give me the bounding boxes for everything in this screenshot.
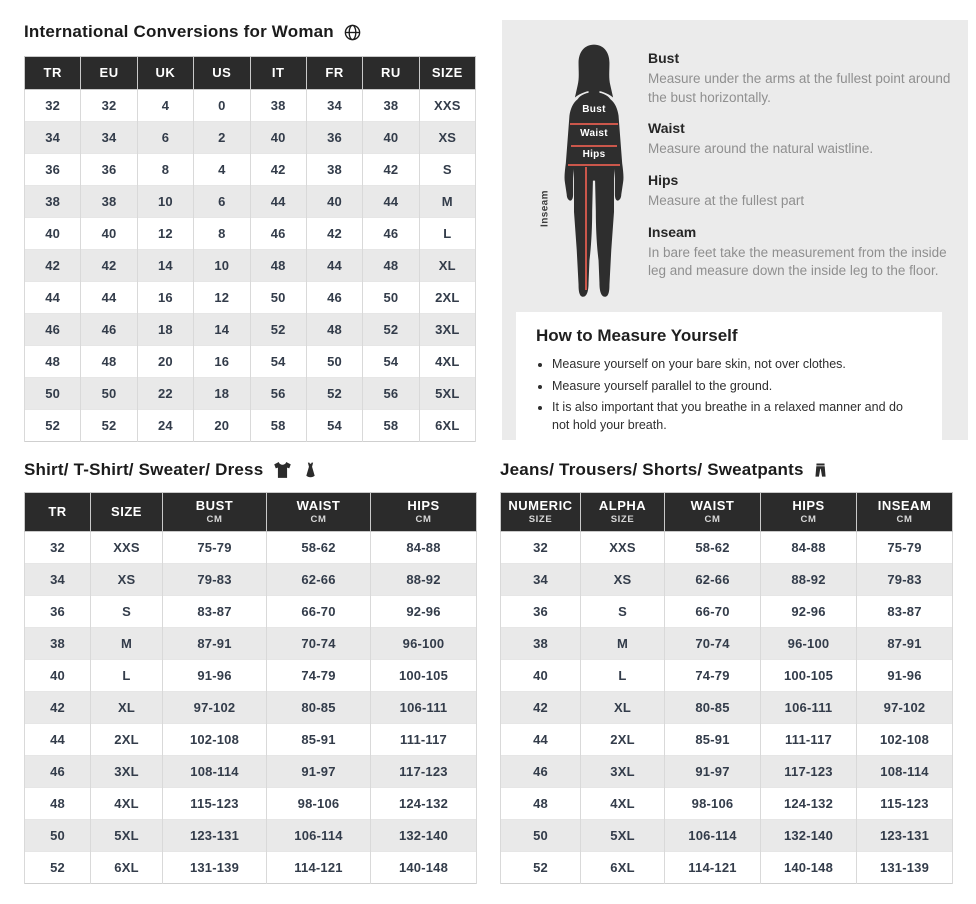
international-conversions-title (24, 22, 362, 42)
how-to-bullet: • Measure yourself on your bare skin, not over clothes. (552, 356, 922, 374)
table-cell: 97-102 (857, 692, 953, 724)
column-header: HIPS CM (761, 493, 857, 532)
table-cell: XS (581, 564, 665, 596)
table-cell: 91-97 (267, 756, 371, 788)
table-cell: 4XL (419, 346, 475, 378)
table-cell: 106-114 (665, 820, 761, 852)
table-cell: 50 (363, 282, 419, 314)
table-cell: L (91, 660, 163, 692)
table-row (501, 564, 953, 596)
column-header: WAIST CM (665, 493, 761, 532)
table-cell: 38 (81, 186, 137, 218)
table-cell: 40 (81, 218, 137, 250)
column-header: RU (363, 57, 419, 90)
table-row (501, 820, 953, 852)
table-row (25, 628, 477, 660)
table-cell: 123-131 (857, 820, 953, 852)
table-cell: 111-117 (761, 724, 857, 756)
table-cell: 46 (25, 756, 91, 788)
table-cell: 54 (306, 410, 362, 442)
table-cell: 38 (25, 628, 91, 660)
body-measurement-figure (539, 42, 644, 302)
table-cell: 6XL (91, 852, 163, 884)
table-cell: 2XL (91, 724, 163, 756)
table-cell: 52 (81, 410, 137, 442)
figure-waist-label: Waist (580, 127, 608, 139)
table-cell: M (91, 628, 163, 660)
table-cell: 32 (25, 90, 81, 122)
table-cell: 42 (363, 154, 419, 186)
table-row (501, 852, 953, 884)
table-cell: 50 (306, 346, 362, 378)
table-cell: 48 (306, 314, 362, 346)
table-cell: 4XL (581, 788, 665, 820)
table-cell: L (419, 218, 475, 250)
table-cell: 3XL (91, 756, 163, 788)
table-cell: 14 (137, 250, 193, 282)
column-header: UK (137, 57, 193, 90)
table-cell: 97-102 (163, 692, 267, 724)
column-header: WAIST CM (267, 493, 371, 532)
column-header: SIZE (91, 493, 163, 532)
table-cell: 4 (194, 154, 250, 186)
table-cell: 98-106 (267, 788, 371, 820)
measurement-instructions (648, 50, 958, 294)
table-cell: 34 (25, 122, 81, 154)
table-header-row (501, 493, 953, 532)
table-cell: 96-100 (761, 628, 857, 660)
table-row (501, 596, 953, 628)
woman-silhouette-icon (544, 42, 644, 302)
table-cell: 84-88 (371, 532, 477, 564)
table-cell: 75-79 (163, 532, 267, 564)
how-to-measure-panel (502, 20, 968, 440)
table-cell: 102-108 (857, 724, 953, 756)
table-cell: 42 (25, 250, 81, 282)
table-cell: 123-131 (163, 820, 267, 852)
table-cell: 36 (25, 154, 81, 186)
table-cell: 131-139 (163, 852, 267, 884)
table-cell: 106-114 (267, 820, 371, 852)
bust-instruction-desc: Measure under the arms at the fullest point around the bust horizontally. (648, 71, 951, 105)
table-cell: 132-140 (371, 820, 477, 852)
bottoms-size-table (500, 492, 953, 884)
inseam-instruction-desc: In bare feet take the measurement from the inside leg and measure down the inside leg to the floor. (648, 244, 947, 279)
table-cell: 79-83 (163, 564, 267, 596)
table-cell: 34 (25, 564, 91, 596)
table-cell: 91-97 (665, 756, 761, 788)
table-cell: 46 (501, 756, 581, 788)
table-cell: 38 (250, 90, 306, 122)
bust-instruction-title: Bust (648, 50, 680, 66)
table-cell: 46 (25, 314, 81, 346)
column-header: TR (25, 493, 91, 532)
table-cell: 48 (501, 788, 581, 820)
table-cell: 52 (25, 410, 81, 442)
table-row (25, 154, 476, 186)
bust-measure-line (570, 123, 618, 125)
table-cell: 48 (25, 346, 81, 378)
table-cell: 4XL (91, 788, 163, 820)
waist-instruction (648, 120, 958, 159)
table-row (25, 724, 477, 756)
how-to-measure-title: How to Measure Yourself (536, 326, 738, 345)
table-cell: 74-79 (267, 660, 371, 692)
table-cell: 91-96 (163, 660, 267, 692)
table-cell: 87-91 (857, 628, 953, 660)
table-cell: 34 (501, 564, 581, 596)
table-cell: 80-85 (267, 692, 371, 724)
table-row (25, 282, 476, 314)
table-cell: 32 (501, 532, 581, 564)
table-cell: 42 (81, 250, 137, 282)
column-header: FR (306, 57, 362, 90)
table-cell: 88-92 (371, 564, 477, 596)
table-cell: 87-91 (163, 628, 267, 660)
table-cell: 96-100 (371, 628, 477, 660)
waist-measure-line (571, 145, 617, 147)
column-header: BUST CM (163, 493, 267, 532)
table-cell: 46 (363, 218, 419, 250)
table-cell: XL (581, 692, 665, 724)
column-header: IT (250, 57, 306, 90)
table-cell: 140-148 (371, 852, 477, 884)
column-header: INSEAM CM (857, 493, 953, 532)
hips-instruction-title: Hips (648, 171, 679, 188)
table-row (25, 532, 477, 564)
table-row (25, 378, 476, 410)
table-cell: 124-132 (371, 788, 477, 820)
table-cell: 44 (25, 282, 81, 314)
table-row (25, 820, 477, 852)
table-cell: 50 (25, 820, 91, 852)
table-cell: 48 (250, 250, 306, 282)
table-cell: 102-108 (163, 724, 267, 756)
table-cell: 62-66 (665, 564, 761, 596)
bottoms-section-title (500, 460, 828, 480)
table-cell: 42 (250, 154, 306, 186)
how-to-measure-list (536, 356, 922, 434)
waist-instruction-desc: Measure around the natural waistline. (648, 141, 874, 157)
table-cell: 84-88 (761, 532, 857, 564)
table-cell: 12 (194, 282, 250, 314)
table-cell: XL (91, 692, 163, 724)
table-cell: 3XL (419, 314, 475, 346)
table-cell: 5XL (419, 378, 475, 410)
table-cell: 62-66 (267, 564, 371, 596)
table-row (25, 314, 476, 346)
table-row (25, 596, 477, 628)
table-cell: 44 (81, 282, 137, 314)
table-cell: 46 (81, 314, 137, 346)
international-conversions-title-text: International Conversions for Woman (24, 22, 334, 41)
hips-instruction (648, 172, 958, 211)
table-row (501, 724, 953, 756)
table-cell: 66-70 (267, 596, 371, 628)
table-cell: 20 (137, 346, 193, 378)
table-cell: 18 (137, 314, 193, 346)
how-to-bullet: • Measure yourself parallel to the ground. (552, 378, 922, 396)
table-cell: 83-87 (163, 596, 267, 628)
table-cell: 100-105 (761, 660, 857, 692)
table-cell: 38 (363, 90, 419, 122)
column-header: NUMERIC SIZE (501, 493, 581, 532)
table-cell: 79-83 (857, 564, 953, 596)
table-row (501, 756, 953, 788)
column-header: TR (25, 57, 81, 90)
table-cell: 56 (250, 378, 306, 410)
table-cell: S (419, 154, 475, 186)
table-cell: 40 (25, 218, 81, 250)
table-cell: 10 (137, 186, 193, 218)
table-row (25, 756, 477, 788)
table-row (25, 788, 477, 820)
table-cell: 38 (25, 186, 81, 218)
table-cell: 132-140 (761, 820, 857, 852)
table-cell: S (91, 596, 163, 628)
table-cell: XXS (581, 532, 665, 564)
table-cell: 44 (306, 250, 362, 282)
how-to-bullet: • It is also important that you breathe in a relaxed manner and do not hold your breath. (552, 399, 922, 434)
table-cell: M (581, 628, 665, 660)
table-cell: 70-74 (665, 628, 761, 660)
table-cell: 85-91 (267, 724, 371, 756)
table-cell: 40 (363, 122, 419, 154)
table-cell: 6XL (419, 410, 475, 442)
table-cell: 111-117 (371, 724, 477, 756)
column-header: EU (81, 57, 137, 90)
table-cell: 70-74 (267, 628, 371, 660)
table-cell: 24 (137, 410, 193, 442)
table-cell: 114-121 (665, 852, 761, 884)
table-cell: 44 (501, 724, 581, 756)
table-cell: 18 (194, 378, 250, 410)
hips-measure-line (568, 164, 620, 166)
table-row (501, 692, 953, 724)
tops-size-table (24, 492, 477, 884)
table-cell: S (581, 596, 665, 628)
waist-instruction-title: Waist (648, 120, 685, 137)
table-cell: XXS (419, 90, 475, 122)
table-cell: 80-85 (665, 692, 761, 724)
table-cell: 44 (25, 724, 91, 756)
table-cell: 16 (137, 282, 193, 314)
international-conversions-table (24, 56, 476, 442)
table-cell: 42 (25, 692, 91, 724)
table-cell: 32 (81, 90, 137, 122)
table-cell: 124-132 (761, 788, 857, 820)
table-cell: 42 (306, 218, 362, 250)
table-cell: 52 (25, 852, 91, 884)
table-cell: 74-79 (665, 660, 761, 692)
table-row (25, 564, 477, 596)
table-cell: 117-123 (761, 756, 857, 788)
table-cell: 88-92 (761, 564, 857, 596)
table-cell: 48 (81, 346, 137, 378)
table-cell: 75-79 (857, 532, 953, 564)
table-cell: 52 (363, 314, 419, 346)
table-cell: 52 (501, 852, 581, 884)
table-cell: 38 (501, 628, 581, 660)
table-cell: 40 (306, 186, 362, 218)
table-cell: XL (419, 250, 475, 282)
inseam-instruction-title: Inseam (648, 223, 697, 240)
table-cell: 3XL (581, 756, 665, 788)
table-cell: 106-111 (761, 692, 857, 724)
figure-bust-label: Bust (582, 104, 606, 116)
table-row (25, 90, 476, 122)
table-cell: 85-91 (665, 724, 761, 756)
table-cell: 2 (194, 122, 250, 154)
table-cell: 50 (25, 378, 81, 410)
table-cell: 5XL (581, 820, 665, 852)
table-cell: 36 (81, 154, 137, 186)
table-cell: 50 (501, 820, 581, 852)
table-cell: 36 (25, 596, 91, 628)
table-cell: 36 (501, 596, 581, 628)
table-cell: 40 (25, 660, 91, 692)
table-cell: 58-62 (267, 532, 371, 564)
table-cell: 20 (194, 410, 250, 442)
table-cell: 58 (363, 410, 419, 442)
table-cell: 108-114 (163, 756, 267, 788)
bust-instruction (648, 50, 958, 107)
table-cell: 50 (250, 282, 306, 314)
dress-icon (302, 460, 319, 480)
table-row (25, 410, 476, 442)
tops-section-title-text: Shirt/ T-Shirt/ Sweater/ Dress (24, 460, 264, 479)
table-row (501, 532, 953, 564)
table-cell: XXS (91, 532, 163, 564)
table-cell: 54 (250, 346, 306, 378)
table-cell: 16 (194, 346, 250, 378)
table-cell: 56 (363, 378, 419, 410)
table-header-row (25, 493, 477, 532)
table-cell: 44 (363, 186, 419, 218)
table-cell: L (581, 660, 665, 692)
inseam-measure-line (585, 167, 587, 291)
table-cell: 46 (250, 218, 306, 250)
pants-icon (813, 460, 828, 480)
table-cell: 58-62 (665, 532, 761, 564)
table-cell: 140-148 (761, 852, 857, 884)
table-cell: 98-106 (665, 788, 761, 820)
table-cell: M (419, 186, 475, 218)
bottoms-section-title-text: Jeans/ Trousers/ Shorts/ Sweatpants (500, 460, 804, 479)
table-row (501, 788, 953, 820)
table-cell: 115-123 (857, 788, 953, 820)
table-cell: XS (91, 564, 163, 596)
how-to-measure-card (516, 312, 942, 454)
table-cell: 52 (306, 378, 362, 410)
tops-section-title (24, 460, 319, 480)
table-cell: 100-105 (371, 660, 477, 692)
table-row (25, 122, 476, 154)
table-cell: XS (419, 122, 475, 154)
table-row (501, 660, 953, 692)
table-cell: 12 (137, 218, 193, 250)
inseam-instruction (648, 224, 958, 281)
table-cell: 115-123 (163, 788, 267, 820)
table-cell: 108-114 (857, 756, 953, 788)
table-cell: 50 (81, 378, 137, 410)
figure-hips-label: Hips (582, 148, 606, 160)
table-cell: 66-70 (665, 596, 761, 628)
table-cell: 34 (81, 122, 137, 154)
table-row (25, 186, 476, 218)
table-cell: 54 (363, 346, 419, 378)
table-cell: 6XL (581, 852, 665, 884)
table-cell: 48 (25, 788, 91, 820)
table-row (25, 660, 477, 692)
table-row (25, 692, 477, 724)
table-cell: 42 (501, 692, 581, 724)
table-cell: 5XL (91, 820, 163, 852)
column-header: HIPS CM (371, 493, 477, 532)
table-cell: 117-123 (371, 756, 477, 788)
table-cell: 22 (137, 378, 193, 410)
table-cell: 10 (194, 250, 250, 282)
column-header: US (194, 57, 250, 90)
table-cell: 83-87 (857, 596, 953, 628)
tshirt-icon (272, 460, 293, 480)
globe-icon (343, 23, 362, 42)
table-row (25, 250, 476, 282)
table-cell: 58 (250, 410, 306, 442)
table-header-row (25, 57, 476, 90)
table-cell: 2XL (419, 282, 475, 314)
table-cell: 8 (137, 154, 193, 186)
table-cell: 14 (194, 314, 250, 346)
table-cell: 92-96 (371, 596, 477, 628)
table-row (25, 346, 476, 378)
table-row (501, 628, 953, 660)
hips-instruction-desc: Measure at the fullest part (648, 192, 805, 208)
table-cell: 114-121 (267, 852, 371, 884)
table-cell: 106-111 (371, 692, 477, 724)
table-cell: 131-139 (857, 852, 953, 884)
table-cell: 38 (306, 154, 362, 186)
column-header: ALPHA SIZE (581, 493, 665, 532)
table-cell: 46 (306, 282, 362, 314)
table-cell: 2XL (581, 724, 665, 756)
table-cell: 92-96 (761, 596, 857, 628)
table-cell: 6 (194, 186, 250, 218)
table-cell: 36 (306, 122, 362, 154)
table-row (25, 218, 476, 250)
table-cell: 52 (250, 314, 306, 346)
table-cell: 32 (25, 532, 91, 564)
table-cell: 0 (194, 90, 250, 122)
table-cell: 40 (250, 122, 306, 154)
table-cell: 91-96 (857, 660, 953, 692)
table-row (25, 852, 477, 884)
table-cell: 6 (137, 122, 193, 154)
table-cell: 4 (137, 90, 193, 122)
table-cell: 34 (306, 90, 362, 122)
table-cell: 44 (250, 186, 306, 218)
column-header: SIZE (419, 57, 475, 90)
table-cell: 40 (501, 660, 581, 692)
table-cell: 48 (363, 250, 419, 282)
table-cell: 8 (194, 218, 250, 250)
figure-inseam-label: Inseam (539, 190, 551, 228)
